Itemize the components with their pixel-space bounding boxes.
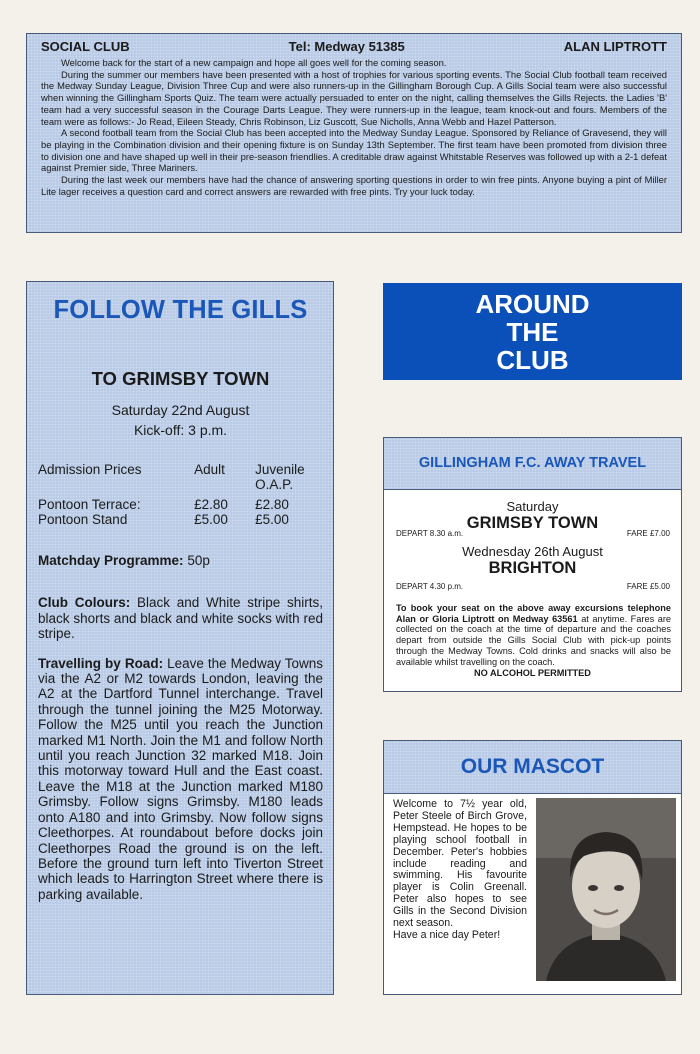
mascot-photo: [536, 798, 676, 981]
colours-label: Club Colours:: [38, 595, 131, 611]
follow-date-block: [38, 400, 323, 440]
prices-header-adult: Adult: [194, 462, 225, 477]
mascot-closing: Have a nice day Peter!: [393, 928, 501, 941]
mascot-text: Welcome to 7½ year old, Peter Steele of Birch Grove, Hempstead. He hopes to be playing school football in December. Peter's hobbies include reading and swimming. His favourite player is Colin Greenall. Peter also hopes to see Gills in the Second Division next season.: [393, 798, 527, 930]
trip-destination: BRIGHTON: [488, 559, 577, 577]
price-row: [38, 512, 323, 527]
prices-header-juvenile: [255, 462, 323, 492]
trip-depart: DEPART 8.30 a.m.: [396, 529, 464, 538]
mascot-text-block: [393, 799, 527, 942]
prices-header: [38, 462, 323, 492]
trip-day: Wednesday 26th August: [462, 544, 603, 559]
social-club-tel: Tel: Medway 51385: [288, 39, 405, 54]
social-club-paragraph: During the last week our members have had the chance of answering sporting questions in order to win free pints. Anyone buying a pint of Miller Lite lager receives a question card and correct answers are rewarded with free pints. Try your luck today.: [41, 174, 667, 197]
social-club-box: [26, 33, 682, 233]
social-club-paragraph: Welcome back for the start of a new campaign and hope all goes well for the coming season.: [61, 57, 447, 68]
our-mascot-box: [383, 740, 682, 995]
social-club-header: [41, 39, 667, 54]
away-travel-title: GILLINGHAM F.C. AWAY TRAVEL: [384, 438, 681, 490]
price-row-label: Pontoon Stand: [38, 512, 128, 527]
prices-header-label: Admission Prices: [38, 462, 142, 477]
mascot-title: OUR MASCOT: [384, 741, 681, 794]
social-club-paragraph: During the summer our members have been presented with a host of trophies for various sporting events. The Social Club football team received the Medway Sunday League, Division Three Cup and were also runners-up in the Gillingham Borough Cup. A Gills Social team were also successful when winning the Gillingham Sports Quiz. The team were actually persuaded to enter on the night, calling themselves the Gills Rejects. the Ladies 'B' team had a very successful season in the Courage Darts League. They were runners-up in the league, team knock-out and fours. Members of the team were as follows:- Jo Read, Eileen Steady, Chris Robinson, Liz Guscott, Sue Nicholls, Anna Webb and Hazel Patterson.: [41, 68, 667, 127]
road-label: Travelling by Road:: [38, 655, 164, 671]
price-row-adult: £2.80: [194, 497, 228, 512]
no-alcohol-notice: NO ALCOHOL PERMITTED: [474, 668, 591, 679]
social-club-paragraph: A second football team from the Social Club has been accepted into the Medway Sunday League. Sponsored by Reliance of Gravesend, they will be playing in the Combination division and their opening fixture is on Sunday 13th September. The first team have been promoted from division three to division one and have shaped up well in their pre-season friendlies. A creditable draw against Whitstable Reserves was followed up with a 2-1 defeat against Premier side, Three Mariners.: [41, 127, 667, 174]
social-club-title: SOCIAL CLUB: [41, 39, 130, 54]
prices-header-juvenile-label: Juvenile: [255, 462, 305, 477]
price-row-juvenile: £2.80: [255, 497, 289, 512]
booking-info-bold: To book your seat on the above away excursions telephone Alan or Gloria Liptrott on Medway 63561: [396, 603, 671, 624]
price-row: [38, 497, 323, 512]
follow-title: FOLLOW THE GILLS: [53, 296, 308, 324]
follow-kickoff: Kick-off: 3 p.m.: [133, 422, 228, 438]
prices-header-oap-label: O.A.P.: [255, 477, 294, 492]
social-club-author: ALAN LIPTROTT: [563, 39, 667, 54]
follow-the-gills-box: [26, 281, 334, 995]
price-row-juvenile: £5.00: [255, 512, 289, 527]
follow-date: Saturday 22nd August: [111, 402, 250, 418]
price-row-adult: £5.00: [194, 512, 228, 527]
trip-fare: FARE £7.00: [626, 529, 670, 538]
colours-text: Black and White stripe shirts, black shorts and black and white socks with red stripe.: [38, 595, 323, 642]
trip-day: Saturday: [506, 499, 559, 514]
mascot-portrait-icon: [536, 798, 676, 981]
price-row-label: Pontoon Terrace:: [38, 497, 141, 512]
trip-fare-row: [384, 582, 681, 591]
road-text: Leave the Medway Towns via the A2 or M2 towards London, leaving the A2 at the Dartford Tunnel interchange. Travel through the tunnel joining the M25 Motorway. Follow the M25 until you reach the Junction marked M1 North. Join the M1 and follow North until you reach Junction 32 marked M18. Join this motorway toward Hull and the East coast. Leave the M18 at the Junction marked M180 Grimsby. Follow signs Grimsby. M180 leads onto A180 and into Grimsby. Now follow signs Cleethorpes. At roundabout before docks join Cleethorpes Road the ground is on the left. Before the ground turn left into Tiverton Street which leads to Harrington Street where there is parking available.: [38, 655, 323, 902]
programme-price: 50p: [187, 553, 210, 568]
trip-depart: DEPART 4.30 p.m.: [396, 582, 464, 591]
admission-prices: [38, 462, 323, 527]
around-line-1: AROUND: [475, 289, 590, 319]
club-colours: [38, 595, 323, 641]
programme-label: Matchday Programme:: [38, 553, 184, 568]
trip-fare: FARE £5.00: [626, 582, 670, 591]
around-line-2: THE: [506, 317, 559, 347]
around-line-3: CLUB: [496, 345, 569, 375]
booking-info-rest: at anytime. Fares are collected on the coach at the time of departure and the coaches depart from outside the Gills Social Club with pick-up points through the Medway Towns. Cold drinks and snacks will also be available whilst travelling on the coach.: [396, 613, 671, 667]
around-the-club-banner: [383, 283, 682, 380]
away-travel-box: [383, 437, 682, 692]
travelling-by-road: [38, 656, 323, 903]
follow-destination: TO GRIMSBY TOWN: [91, 368, 270, 389]
trip-destination: GRIMSBY TOWN: [466, 514, 599, 532]
booking-info: [384, 603, 681, 667]
matchday-programme: [38, 553, 323, 568]
